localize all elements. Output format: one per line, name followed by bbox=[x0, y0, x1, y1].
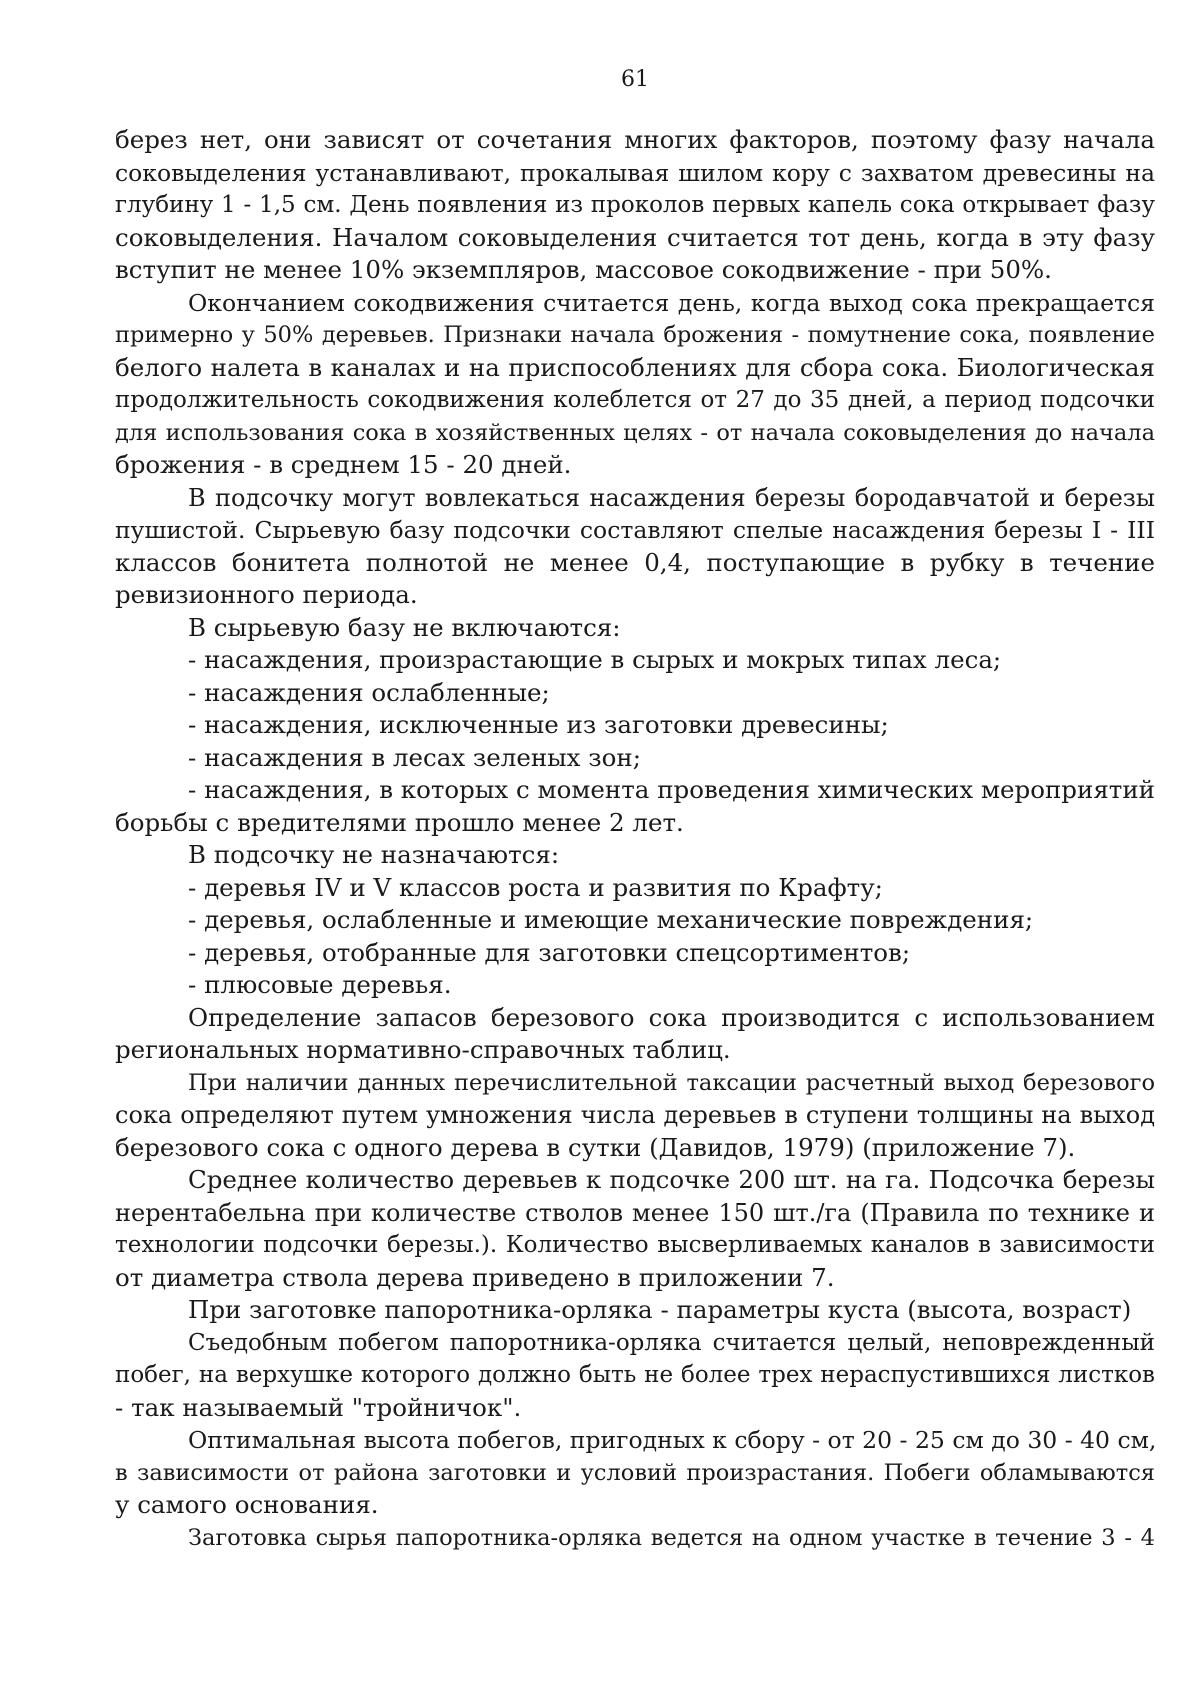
text-line: Определение запасов березового сока производится с использованием bbox=[188, 1002, 1155, 1032]
text-line: - так называемый "тройничок". bbox=[115, 1392, 522, 1422]
text-line: соковыделения. Началом соковыделения считается тот день, когда в эту фазу bbox=[115, 222, 1155, 252]
text-line: борьбы с вредителями прошло менее 2 лет. bbox=[115, 807, 684, 837]
text-line: региональных нормативно-справочных таблиц. bbox=[115, 1035, 731, 1064]
text-line: - насаждения ослабленные; bbox=[188, 677, 550, 707]
text-line: В подсочку могут вовлекаться насаждения березы бородавчатой и березы bbox=[188, 483, 1155, 512]
text-line: Среднее количество деревьев к подсочке 200 шт. на га. Подсочка березы bbox=[188, 1165, 1155, 1194]
text-line: березового сока с одного дерева в сутки (Давидов, 1979) (приложение 7). bbox=[115, 1132, 1076, 1162]
text-line: пушистой. Сырьевую базу подсочки составляют спелые насаждения березы I - III bbox=[115, 516, 1155, 544]
text-line: Съедобным побегом папоротника-орляка считается целый, неповрежденный bbox=[188, 1329, 1155, 1356]
text-line: побег, на верхушке которого должно быть не более трех нераспустившихся листков bbox=[115, 1362, 1155, 1388]
text-line: Окончанием сокодвижения считается день, когда выход сока прекращается bbox=[188, 288, 1155, 317]
text-line: - деревья, ослабленные и имеющие механические повреждения; bbox=[188, 905, 1034, 934]
text-line: - деревья, отобранные для заготовки спецсортиментов; bbox=[188, 937, 911, 967]
text-line: примерно у 50% деревьев. Признаки начала брожения - помутнение сока, появление bbox=[115, 322, 1155, 348]
text-line: в зависимости от района заготовки и условий произрастания. Побеги обламываются bbox=[115, 1459, 1155, 1486]
text-line: - насаждения в лесах зеленых зон; bbox=[188, 742, 641, 772]
text-line: - деревья IV и V классов роста и развития по Крафту; bbox=[188, 872, 883, 902]
text-line: для использования сока в хозяйственных целях - от начала соковыделения до начала bbox=[115, 419, 1155, 446]
text-line: от диаметра ствола дерева приведено в приложении 7. bbox=[115, 1262, 835, 1292]
text-line: белого налета в каналах и на приспособлениях для сбора сока. Биологическая bbox=[115, 352, 1155, 382]
text-line: - насаждения, исключенные из заготовки древесины; bbox=[188, 710, 889, 739]
text-line: берез нет, они зависят от сочетания многих факторов, поэтому фазу начала bbox=[115, 125, 1155, 154]
text-line: При заготовке папоротника-орляка - параметры куста (высота, возраст) bbox=[188, 1295, 1132, 1324]
text-line: нерентабельна при количестве стволов менее 150 шт./га (Правила по технике и bbox=[115, 1198, 1155, 1227]
text-line: вступит не менее 10% экземпляров, массовое сокодвижение - при 50%. bbox=[115, 255, 1052, 284]
text-line: глубину 1 - 1,5 см. День появления из проколов первых капель сока открывает фазу bbox=[115, 192, 1155, 218]
text-line: Заготовка сырья папоротника-орляка ведется на одном участке в течение 3 - 4 bbox=[188, 1524, 1155, 1551]
text-line: - насаждения, в которых с момента проведения химических мероприятий bbox=[188, 775, 1155, 804]
text-line: - насаждения, произрастающие в сырых и мокрых типах леса; bbox=[188, 645, 1002, 674]
text-line: технологии подсочки березы.). Количество высверливаемых каналов в зависимости bbox=[115, 1232, 1155, 1258]
text-line: сока определяют путем умножения числа деревьев в ступени толщины на выход bbox=[115, 1101, 1155, 1129]
text-line: соковыделения устанавливают, прокалывая шилом кору с захватом древесины на bbox=[115, 158, 1155, 187]
text-line: Оптимальная высота побегов, пригодных к сбору - от 20 - 25 см до 30 - 40 см, bbox=[188, 1426, 1157, 1454]
text-line: В подсочку не назначаются: bbox=[188, 840, 560, 869]
text-line: брожения - в среднем 15 - 20 дней. bbox=[115, 450, 572, 479]
text-line: - плюсовые деревья. bbox=[188, 970, 452, 999]
text-line: продолжительность сокодвижения колеблется от 27 до 35 дней, а период подсочки bbox=[115, 387, 1155, 413]
page-number: 61 bbox=[621, 67, 649, 92]
text-line: При наличии данных перечислительной таксации расчетный выход березового bbox=[188, 1069, 1155, 1096]
text-line: В сырьевую базу не включаются: bbox=[188, 612, 621, 642]
text-line: у самого основания. bbox=[115, 1490, 379, 1519]
text-body bbox=[115, 124, 1155, 1554]
document-page bbox=[115, 64, 1155, 1554]
text-line: ревизионного периода. bbox=[115, 580, 418, 609]
text-line: классов бонитета полнотой не менее 0,4, поступающие в рубку в течение bbox=[115, 547, 1155, 577]
